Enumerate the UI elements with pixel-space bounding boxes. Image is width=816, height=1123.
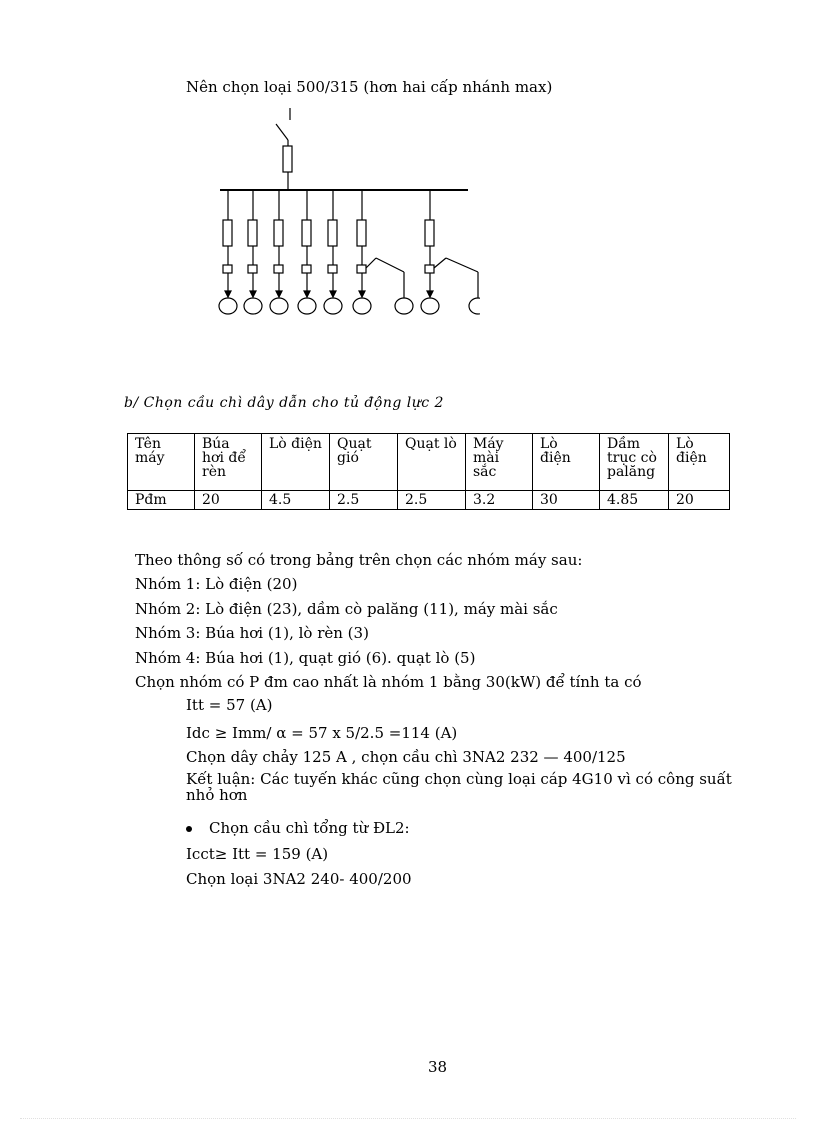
table-cell: 2.5: [398, 491, 466, 510]
body-text: [135, 548, 642, 694]
single-line-diagram: [210, 100, 480, 320]
table-cell: 20: [195, 491, 262, 510]
calc-itt: Itt = 57 (A): [186, 696, 273, 714]
table-cell: 4.5: [262, 491, 330, 510]
branch-4: [298, 190, 316, 314]
table-header-cell: Lò điện: [533, 434, 600, 491]
table-header-row: [128, 434, 730, 491]
branch-1: [219, 190, 237, 314]
main-fuse: [283, 146, 292, 172]
body-line: Theo thông số có trong bảng trên chọn các nhóm máy sau:: [135, 551, 583, 569]
heading: Nên chọn loại 500/315 (hơn hai cấp nhánh max): [186, 78, 553, 96]
branch-3: [270, 190, 288, 314]
table-cell: 4.85: [600, 491, 669, 510]
calculation-block: [186, 694, 732, 892]
body-line: Nhóm 1: Lò điện (20): [135, 575, 298, 594]
calc-conclusion-line2: nhỏ hơn: [186, 786, 248, 804]
table-header-cell: Lò điện: [669, 434, 730, 491]
table-header-cell: Quạt gió: [330, 434, 398, 491]
table-header-cell: Máy mài sắc: [466, 434, 533, 491]
body-line: Nhóm 3: Búa hơi (1), lò rèn (3): [135, 624, 369, 643]
calc-bullet-text: Chọn cầu chì tổng từ ĐL2:: [209, 819, 410, 837]
bullet-icon: [186, 826, 192, 832]
branch-2: [244, 190, 262, 314]
table-cell: 3.2: [466, 491, 533, 510]
switch-blade: [276, 124, 288, 140]
table-header-cell: Búa hơi để rèn: [195, 434, 262, 491]
calc-final: Chọn loại 3NA2 240- 400/200: [186, 870, 412, 888]
calc-bullet-item: [186, 817, 732, 843]
branch-7: [421, 190, 480, 314]
branch-6: [353, 190, 413, 314]
table-cell: 2.5: [330, 491, 398, 510]
calc-choose-wire: Chọn dây chảy 125 A , chọn cầu chì 3NA2 232 — 400/125: [186, 748, 626, 766]
load-table: [127, 433, 730, 510]
calc-conclusion-line1: Kết luận: Các tuyến khác cũng chọn cùng loại cáp 4G10 vì có công suất: [186, 770, 732, 788]
table-header-cell: Tên máy: [128, 434, 195, 491]
branch-5: [324, 190, 342, 314]
table-header-cell: Lò điện: [262, 434, 330, 491]
table-cell: Pđm: [128, 491, 195, 510]
body-line: Nhóm 4: Búa hơi (1), quạt gió (6). quạt lò (5): [135, 648, 476, 667]
body-line: Chọn nhóm có P đm cao nhất là nhóm 1 bằng 30(kW) để tính ta có: [135, 672, 642, 691]
body-line: Nhóm 2: Lò điện (23), dầm cò palăng (11), máy mài sắc: [135, 599, 558, 618]
section-subheading: b/ Chọn cầu chì dây dẫn cho tủ động lực 2: [124, 395, 444, 411]
page-bottom-divider: [20, 1118, 796, 1119]
table-header-cell: Dầm trục cò palăng: [600, 434, 669, 491]
page-number: 38: [428, 1058, 448, 1076]
table-row: [128, 491, 730, 510]
table-cell: 30: [533, 491, 600, 510]
table-cell: 20: [669, 491, 730, 510]
calc-icct: Icct≥ Itt = 159 (A): [186, 845, 329, 863]
table-header-cell: Quạt lò: [398, 434, 466, 491]
calc-idc: Idc ≥ Imm/ α = 57 x 5/2.5 =114 (A): [186, 724, 458, 742]
